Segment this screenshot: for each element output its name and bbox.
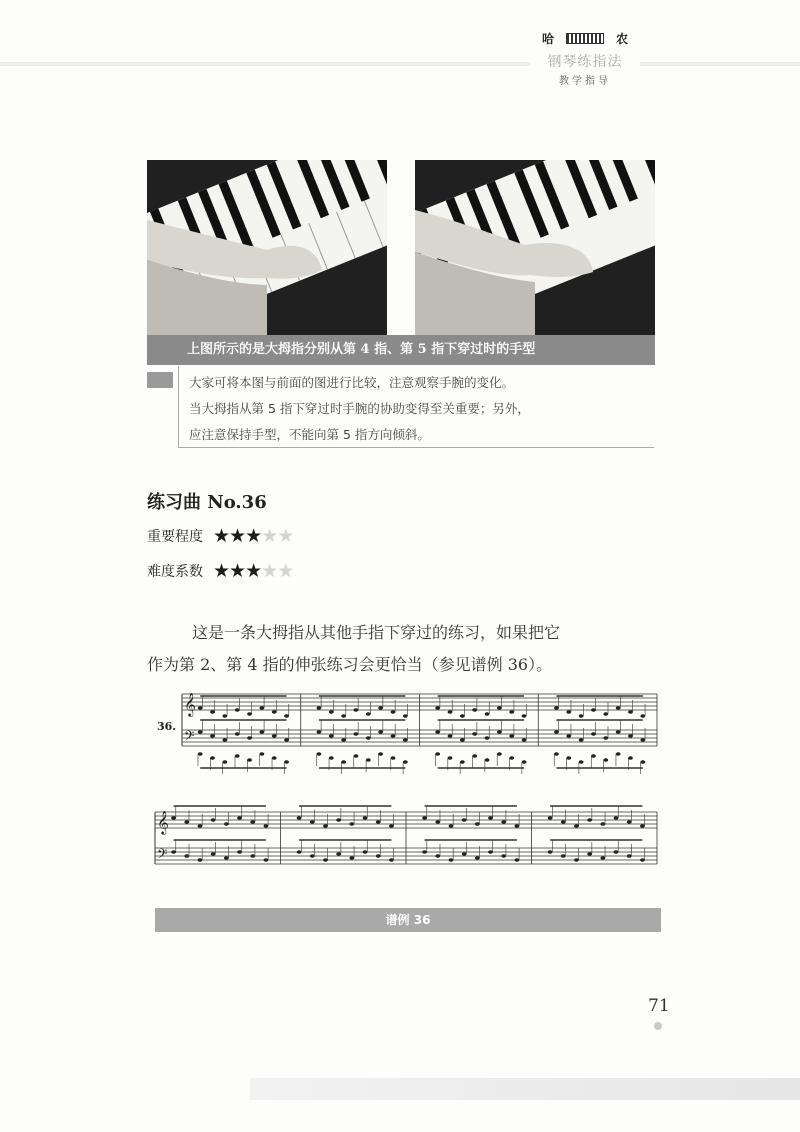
bass-clef-icon: 𝄢 bbox=[157, 846, 168, 865]
star-filled-icon: ★ bbox=[229, 525, 246, 547]
note-box bbox=[178, 366, 654, 448]
body-paragraph-line: 作为第 2、第 4 指的伸张练习会更恰当（参见谱例 36）。 bbox=[147, 655, 553, 674]
star-filled-icon: ★ bbox=[213, 560, 230, 582]
difficulty-rating bbox=[147, 560, 293, 582]
page-number: 71 bbox=[648, 996, 670, 1016]
star-filled-icon: ★ bbox=[229, 560, 246, 582]
treble-clef-icon: 𝄞 bbox=[157, 810, 169, 834]
difficulty-label: 难度系数 bbox=[147, 564, 203, 580]
body-paragraph-line: 这是一条大拇指从其他手指下穿过的练习，如果把它 bbox=[192, 623, 561, 642]
header-book-title: 钢琴练指法 bbox=[547, 54, 623, 70]
header-rule bbox=[0, 62, 800, 66]
hand-photo-thumb-under-4 bbox=[147, 160, 387, 335]
footer-band bbox=[250, 1078, 800, 1100]
difficulty-stars bbox=[213, 560, 293, 582]
star-empty-icon: ★ bbox=[261, 560, 278, 582]
note-marker bbox=[147, 372, 173, 388]
star-filled-icon: ★ bbox=[245, 560, 262, 582]
treble-clef-icon: 𝄞 bbox=[184, 692, 196, 716]
header-right-char: 农 bbox=[615, 32, 628, 46]
hand-photo-thumb-under-5 bbox=[415, 160, 655, 335]
score-number: 36. bbox=[157, 720, 177, 733]
music-score-36 bbox=[147, 688, 667, 908]
score-staves bbox=[155, 692, 657, 865]
star-empty-icon: ★ bbox=[261, 525, 278, 547]
star-filled-icon: ★ bbox=[213, 525, 230, 547]
bass-clef-icon: 𝄢 bbox=[184, 728, 195, 747]
importance-label: 重要程度 bbox=[147, 529, 203, 545]
importance-rating bbox=[147, 525, 293, 547]
star-empty-icon: ★ bbox=[277, 560, 294, 582]
photo-caption: 上图所示的是大拇指分别从第 4 指、第 5 指下穿过时的手型 bbox=[147, 335, 655, 365]
star-filled-icon: ★ bbox=[245, 525, 262, 547]
note-line: 大家可将本图与前面的图进行比较，注意观察手腕的变化。 bbox=[189, 375, 515, 390]
score-caption: 谱例 36 bbox=[155, 908, 661, 932]
exercise-title: 练习曲 No.36 bbox=[147, 492, 267, 513]
series-logo bbox=[566, 33, 604, 44]
running-header bbox=[530, 22, 640, 90]
note-line: 应注意保持手型，不能向第 5 指方向倾斜。 bbox=[189, 427, 430, 442]
header-left-char: 哈 bbox=[542, 32, 555, 46]
star-empty-icon: ★ bbox=[277, 525, 294, 547]
header-book-subtitle: 教学指导 bbox=[559, 76, 611, 87]
page-ornament bbox=[654, 1022, 662, 1030]
importance-stars bbox=[213, 525, 293, 547]
note-line: 当大拇指从第 5 指下穿过时手腕的协助变得至关重要；另外， bbox=[189, 401, 530, 416]
